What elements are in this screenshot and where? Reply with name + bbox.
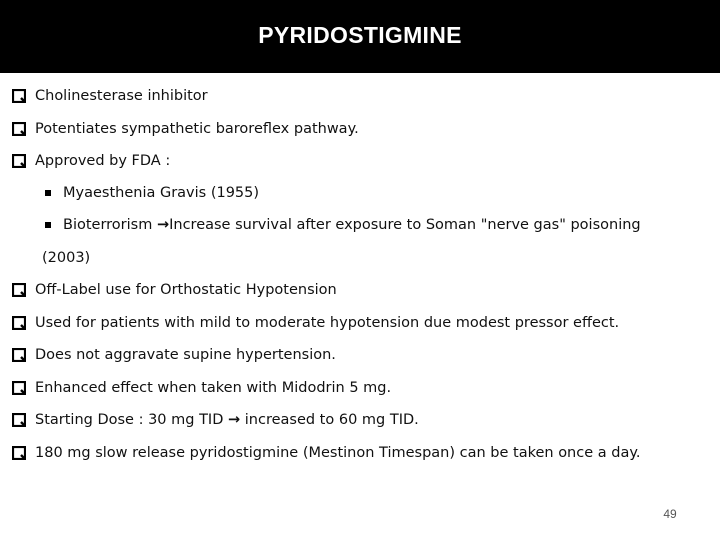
item-text: Off-Label use for Orthostatic Hypotension [35, 282, 337, 298]
checkbox-bullet-icon [12, 381, 26, 395]
item-text: Approved by FDA : [35, 153, 171, 169]
right-arrow-icon: → [227, 412, 241, 428]
item-text: Potentiates sympathetic baroreflex pathway. [35, 121, 359, 137]
item-text: Myaesthenia Gravis (1955) [63, 185, 260, 201]
checkbox-bullet-icon [12, 283, 26, 297]
checkbox-bullet-icon [12, 122, 26, 136]
item-text-after: Increase survival after exposure to Soman "nerve gas" poisoning [169, 217, 641, 233]
item-text [63, 217, 641, 233]
checkbox-bullet-icon [12, 446, 26, 460]
item-text-before: Starting Dose : 30 mg TID [35, 412, 228, 428]
checkbox-bullet-icon [12, 413, 26, 427]
item-text: Does not aggravate supine hypertension. [35, 347, 336, 363]
item-text: Cholinesterase inhibitor [35, 88, 208, 104]
item-text: Enhanced effect when taken with Midodrin 5 mg. [35, 380, 392, 396]
checkbox-bullet-icon [12, 348, 26, 362]
right-arrow-icon: → [156, 217, 170, 233]
checkbox-bullet-icon [12, 89, 26, 103]
item-text-continuation: (2003) [42, 250, 91, 266]
slide-title: PYRIDOSTIGMINE [258, 22, 462, 48]
title-bar [0, 0, 720, 73]
square-bullet-icon [45, 190, 51, 196]
item-text-before: Bioterrorism [63, 217, 157, 233]
item-text: Used for patients with mild to moderate hypotension due modest pressor effect. [35, 315, 620, 331]
item-text [35, 412, 419, 428]
page-number: 49 [663, 507, 677, 521]
checkbox-bullet-icon [12, 316, 26, 330]
checkbox-bullet-icon [12, 154, 26, 168]
item-text-after: increased to 60 mg TID. [240, 412, 419, 428]
square-bullet-icon [45, 222, 51, 228]
item-text: 180 mg slow release pyridostigmine (Mestinon Timespan) can be taken once a day. [35, 445, 641, 461]
